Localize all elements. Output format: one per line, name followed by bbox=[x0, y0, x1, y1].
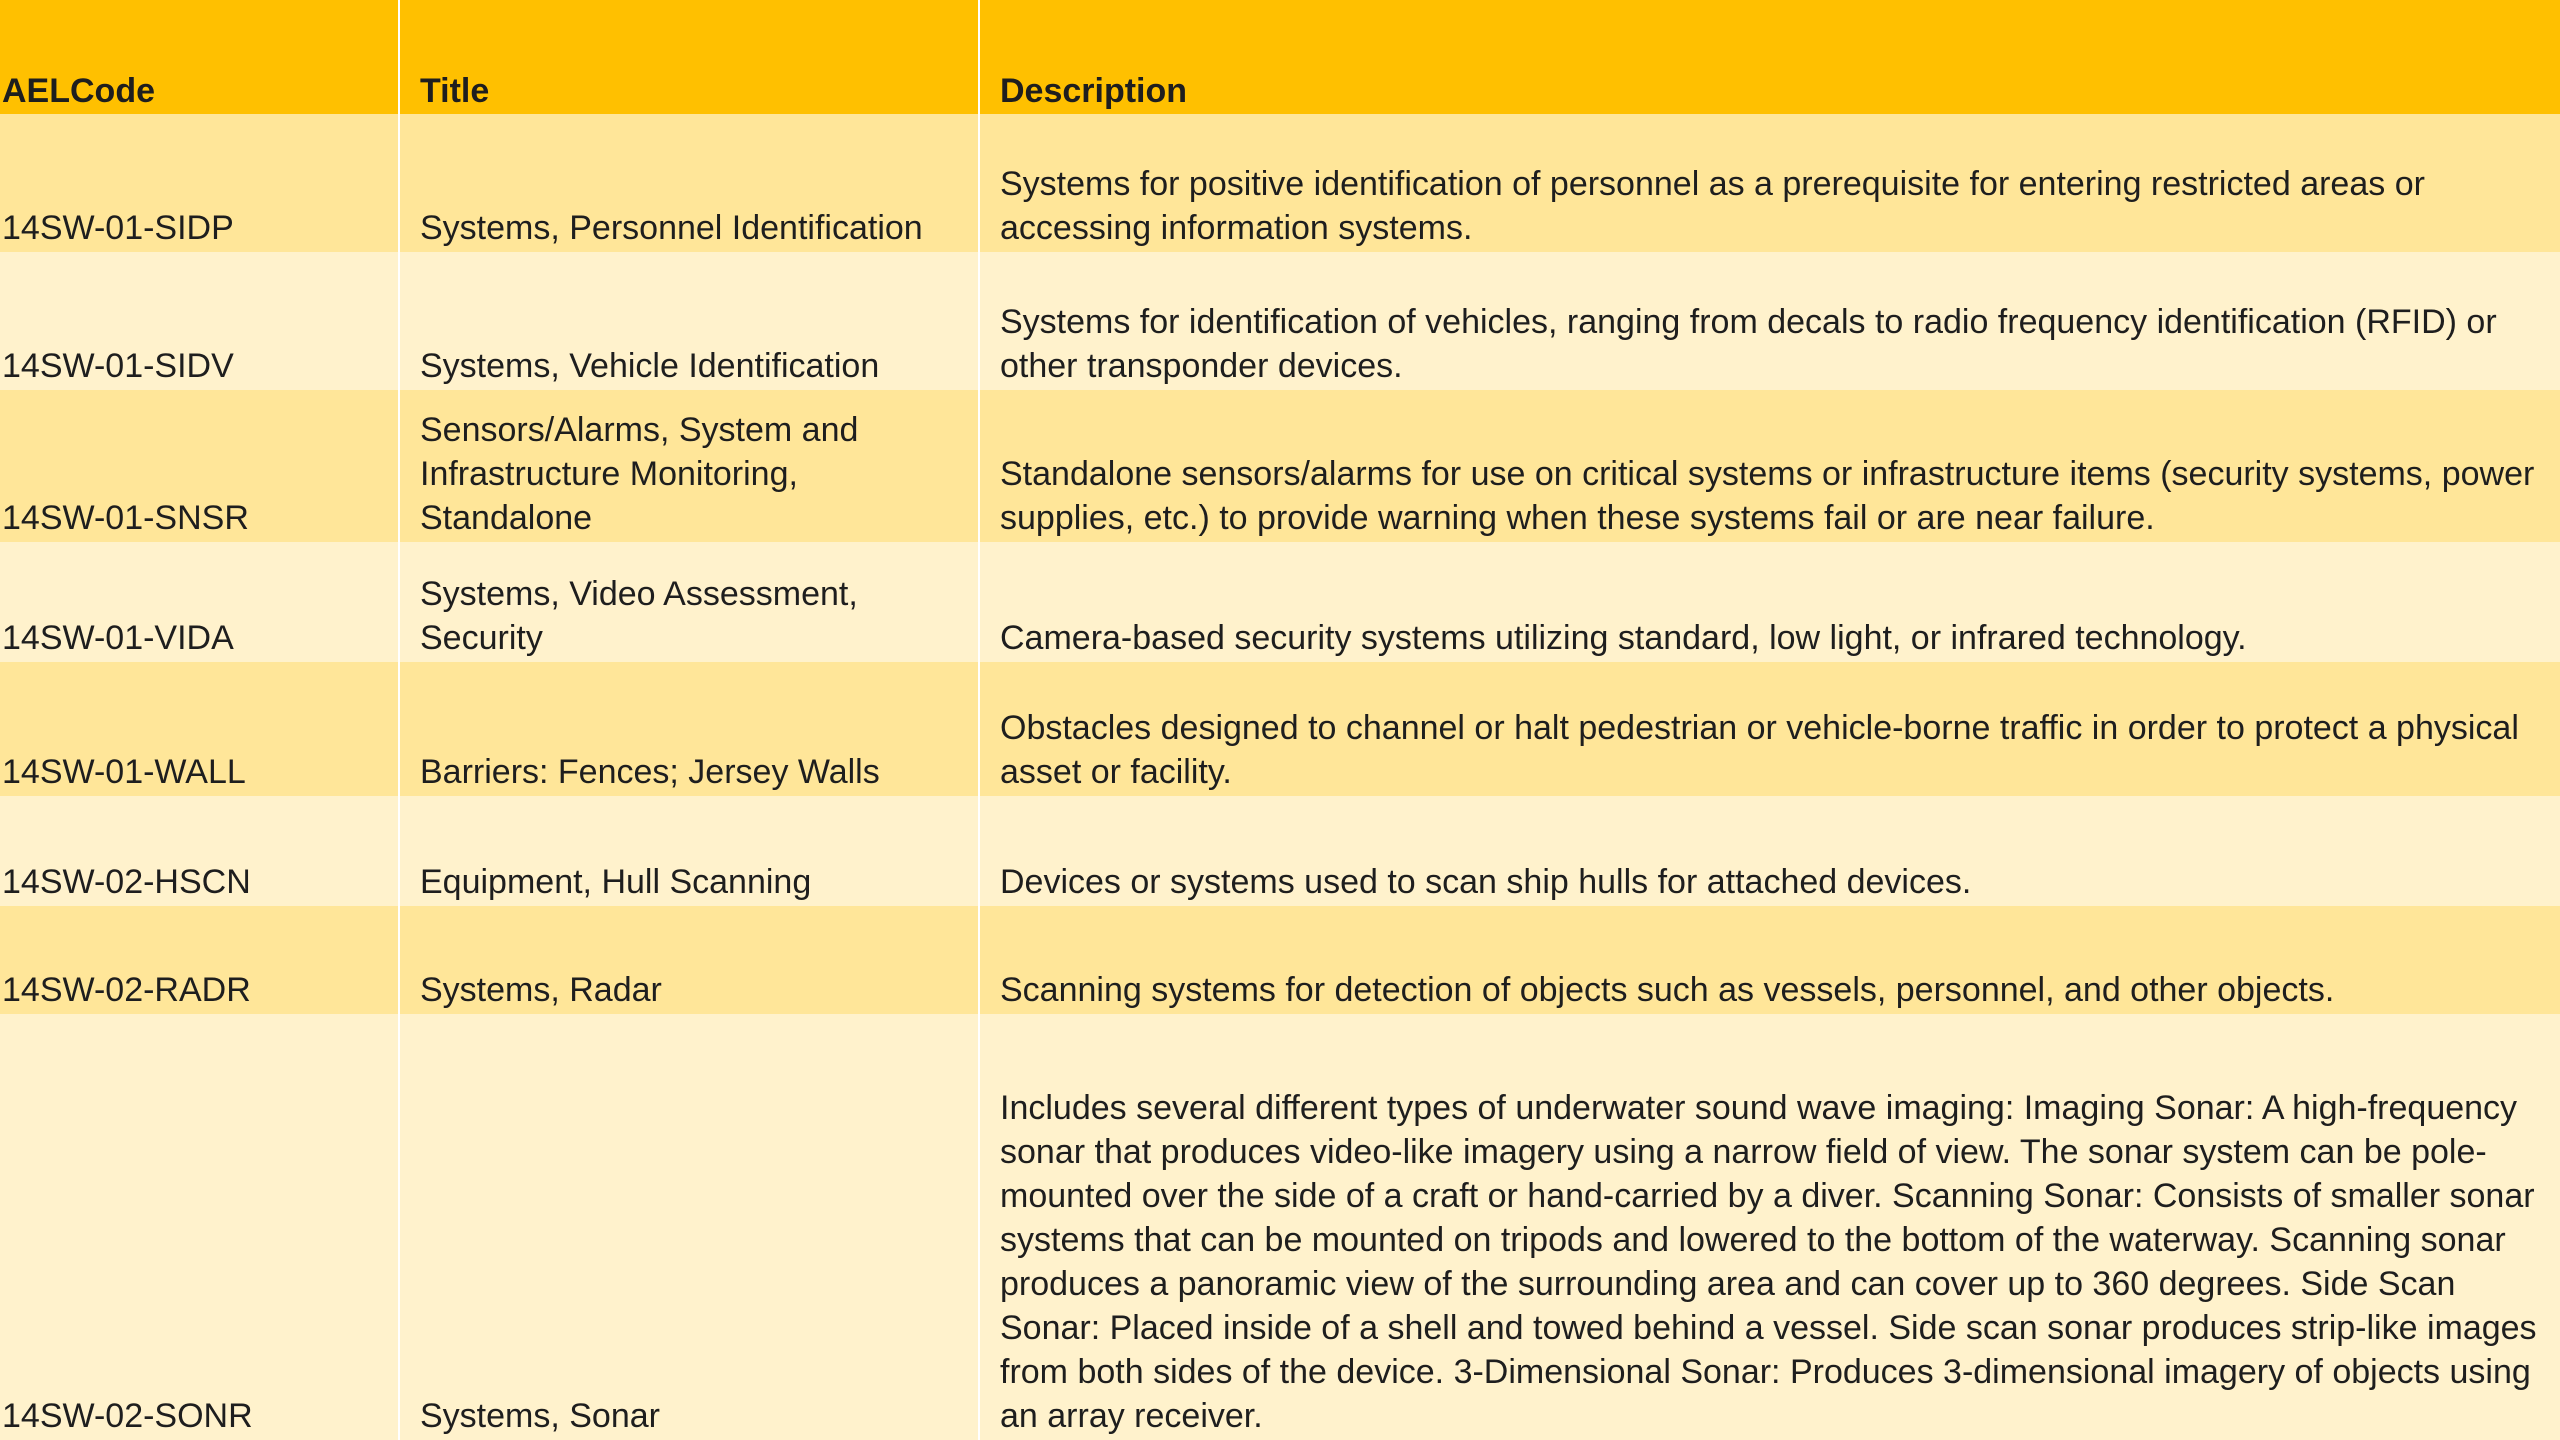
title-cell[interactable]: Equipment, Hull Scanning bbox=[399, 796, 979, 906]
aelcode-cell[interactable]: 14SW-01-VIDA bbox=[0, 542, 399, 662]
title-cell[interactable]: Systems, Vehicle Identification bbox=[399, 252, 979, 390]
title-cell[interactable]: Systems, Sonar bbox=[399, 1014, 979, 1440]
table-row[interactable] bbox=[0, 114, 2560, 252]
header-row bbox=[0, 0, 2560, 114]
aelcode-cell[interactable]: 14SW-02-RADR bbox=[0, 906, 399, 1014]
title-cell[interactable]: Sensors/Alarms, System and Infrastructure Monitoring, Standalone bbox=[399, 390, 979, 542]
description-cell[interactable]: Includes several different types of underwater sound wave imaging: Imaging Sonar: A high-frequency sonar that produces video-like imagery using a narrow field of view. The sonar system can be pole-mounted over the side of a craft or hand-carried by a diver. Scanning Sonar: Consists of smaller sonar systems that can be mounted on tripods and lowered to the bottom of the waterway. Scanning sonar produces a panoramic view of the surrounding area and can cover up to 360 degrees. Side Scan Sonar: Placed inside of a shell and towed behind a vessel. Side scan sonar produces strip-like images from both sides of the device. 3-Dimensional Sonar: Produces 3-dimensional imagery of objects using an array receiver. bbox=[979, 1014, 2560, 1440]
table-row[interactable] bbox=[0, 390, 2560, 542]
table-row[interactable] bbox=[0, 906, 2560, 1014]
description-cell[interactable]: Devices or systems used to scan ship hulls for attached devices. bbox=[979, 796, 2560, 906]
aelcode-cell[interactable]: 14SW-01-SIDV bbox=[0, 252, 399, 390]
table-row[interactable] bbox=[0, 796, 2560, 906]
description-cell[interactable]: Systems for identification of vehicles, ranging from decals to radio frequency identification (RFID) or other transponder devices. bbox=[979, 252, 2560, 390]
description-cell[interactable]: Camera-based security systems utilizing standard, low light, or infrared technology. bbox=[979, 542, 2560, 662]
title-cell[interactable]: Barriers: Fences; Jersey Walls bbox=[399, 662, 979, 796]
table-row[interactable] bbox=[0, 1014, 2560, 1440]
aelcode-cell[interactable]: 14SW-01-SIDP bbox=[0, 114, 399, 252]
column-header-description[interactable]: Description bbox=[979, 0, 2560, 114]
title-cell[interactable]: Systems, Video Assessment, Security bbox=[399, 542, 979, 662]
title-cell[interactable]: Systems, Personnel Identification bbox=[399, 114, 979, 252]
description-cell[interactable]: Standalone sensors/alarms for use on critical systems or infrastructure items (security systems, power supplies, etc.) to provide warning when these systems fail or are near failure. bbox=[979, 390, 2560, 542]
table-row[interactable] bbox=[0, 252, 2560, 390]
aelcode-cell[interactable]: 14SW-01-WALL bbox=[0, 662, 399, 796]
title-cell[interactable]: Systems, Radar bbox=[399, 906, 979, 1014]
aelcode-cell[interactable]: 14SW-02-SONR bbox=[0, 1014, 399, 1440]
aelcode-cell[interactable]: 14SW-02-HSCN bbox=[0, 796, 399, 906]
description-cell[interactable]: Systems for positive identification of personnel as a prerequisite for entering restricted areas or accessing information systems. bbox=[979, 114, 2560, 252]
table-row[interactable] bbox=[0, 662, 2560, 796]
description-cell[interactable]: Obstacles designed to channel or halt pedestrian or vehicle-borne traffic in order to protect a physical asset or facility. bbox=[979, 662, 2560, 796]
column-header-aelcode[interactable]: AELCode bbox=[0, 0, 399, 114]
column-header-title[interactable]: Title bbox=[399, 0, 979, 114]
description-cell[interactable]: Scanning systems for detection of objects such as vessels, personnel, and other objects. bbox=[979, 906, 2560, 1014]
table-row[interactable] bbox=[0, 542, 2560, 662]
aelcode-cell[interactable]: 14SW-01-SNSR bbox=[0, 390, 399, 542]
